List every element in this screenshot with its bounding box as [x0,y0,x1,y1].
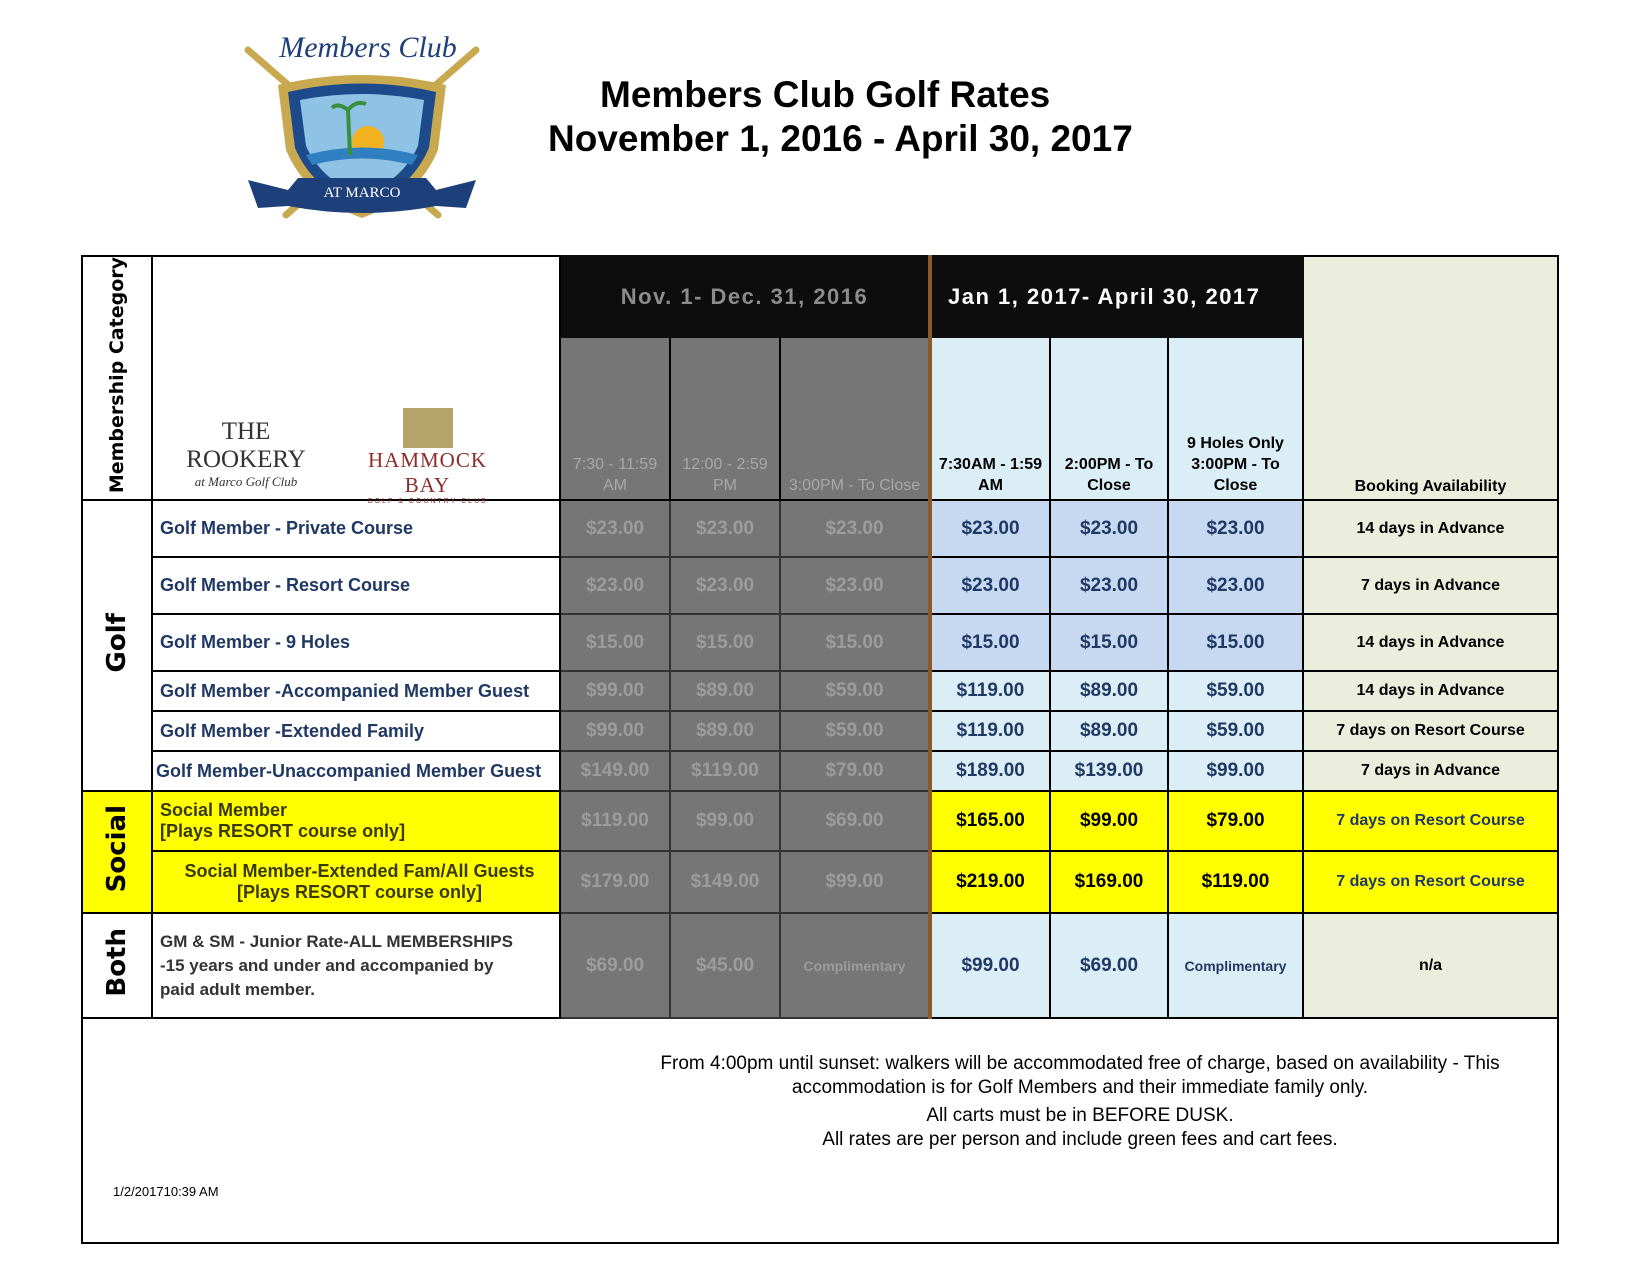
rate-cell: $89.00 [1050,671,1168,711]
row-desc: Golf Member - 9 Holes [152,614,560,671]
row-desc: Golf Member-Unaccompanied Member Guest [152,751,560,791]
row-desc-line2: [Plays RESORT course only] [160,821,406,842]
period2-header: Jan 1, 2017- April 30, 2017 [930,256,1303,337]
period1-col-1: 7:30 - 11:59 AM [560,337,670,500]
note-line: All carts must be in BEFORE DUSK. [926,1105,1234,1127]
rate-cell: $15.00 [930,614,1050,671]
table-row [82,614,1558,671]
period2-col-3: 9 Holes Only 3:00PM - To Close [1168,337,1303,500]
rate-cell: $23.00 [1050,500,1168,557]
table-row [82,557,1558,614]
category-header: Membership Category [105,257,128,494]
period2-col-1: 7:30AM - 1:59 AM [930,337,1050,500]
rate-cell: $23.00 [670,557,780,614]
table-row [82,711,1558,751]
group-golf-cell [82,500,152,791]
rate-cell: $99.00 [1168,751,1303,791]
row-desc: Golf Member -Extended Family [152,711,560,751]
booking-cell: 7 days in Advance [1303,751,1558,791]
rate-cell: $119.00 [670,751,780,791]
svg-text:AT MARCO: AT MARCO [323,185,401,201]
period1-header: Nov. 1- Dec. 31, 2016 [560,256,930,337]
rate-cell: $119.00 [1168,851,1303,913]
rate-cell: $99.00 [1050,791,1168,851]
notes-cell [82,1018,1558,1243]
rate-cell: $15.00 [1168,614,1303,671]
rate-cell: $15.00 [560,614,670,671]
period1-col-3: 3:00PM - To Close [780,337,930,500]
rate-cell: $15.00 [1050,614,1168,671]
rate-cell: $89.00 [670,671,780,711]
rate-cell: $79.00 [1168,791,1303,851]
rate-cell: $23.00 [1168,500,1303,557]
row-desc: GM & SM - Junior Rate-ALL MEMBERSHIPS -15 years and under and accompanied by paid adult member. [152,913,560,1018]
rate-cell: $119.00 [930,671,1050,711]
rate-cell: $139.00 [1050,751,1168,791]
rate-cell: $59.00 [780,671,930,711]
rate-cell: $99.00 [670,791,780,851]
row-desc: Golf Member - Resort Course [152,557,560,614]
booking-cell: 14 days in Advance [1303,614,1558,671]
booking-header: Booking Availability [1303,256,1558,500]
rate-cell: $189.00 [930,751,1050,791]
table-row [82,751,1558,791]
rate-cell: $15.00 [670,614,780,671]
rate-cell: $23.00 [930,500,1050,557]
rate-cell: $23.00 [670,500,780,557]
note-line: From 4:00pm until sunset: walkers will be accommodated free of charge, based on availability - This [660,1053,1500,1075]
rate-cell: $69.00 [1050,913,1168,1018]
rate-cell: $59.00 [1168,711,1303,751]
rate-cell: $23.00 [1050,557,1168,614]
rate-cell: $69.00 [560,913,670,1018]
row-desc-line1: Social Member-Extended Fam/All Guests [184,861,535,882]
rate-cell: $179.00 [560,851,670,913]
note-line: accommodation is for Golf Members and their immediate family only. [791,1077,1369,1099]
rate-cell: $165.00 [930,791,1050,851]
rate-cell: $119.00 [930,711,1050,751]
booking-cell: 7 days on Resort Course [1303,711,1558,751]
notes [83,1019,1557,1152]
table-row [82,791,1558,851]
rates-table [81,255,1559,1244]
rate-cell: $169.00 [1050,851,1168,913]
rookery-logo: THE ROOKERY at Marco Golf Club [186,418,306,490]
course-logos-cell [152,256,560,506]
booking-cell: 7 days on Resort Course [1303,791,1558,851]
row-desc [152,791,560,851]
rate-cell: $99.00 [780,851,930,913]
members-club-logo [228,30,496,230]
rate-cell: $59.00 [780,711,930,751]
booking-cell: 7 days in Advance [1303,557,1558,614]
print-timestamp: 1/2/201710:39 AM [113,1184,219,1199]
row-desc: Golf Member -Accompanied Member Guest [152,671,560,711]
rate-cell: $23.00 [780,500,930,557]
rate-cell: $69.00 [780,791,930,851]
page-title: Members Club Golf Rates [600,74,1051,115]
table-row [82,500,1558,557]
booking-cell: 14 days in Advance [1303,671,1558,711]
rate-cell: Complimentary [1168,913,1303,1018]
rate-cell: $149.00 [670,851,780,913]
rate-cell: Complimentary [780,913,930,1018]
rate-cell: $23.00 [930,557,1050,614]
rate-cell: $23.00 [780,557,930,614]
palm-icon [403,408,453,448]
booking-cell: 14 days in Advance [1303,500,1558,557]
page-subtitle: November 1, 2016 - April 30, 2017 [548,118,1133,159]
rate-cell: $99.00 [560,711,670,751]
table-row [82,851,1558,913]
rate-cell: $79.00 [780,751,930,791]
table-row [82,671,1558,711]
rate-cell: $59.00 [1168,671,1303,711]
category-header-cell [82,256,152,500]
period2-col-2: 2:00PM - To Close [1050,337,1168,500]
rate-cell: $89.00 [1050,711,1168,751]
rate-cell: $45.00 [670,913,780,1018]
rate-cell: $89.00 [670,711,780,751]
group-golf-label: Golf [102,612,132,673]
row-desc: Golf Member - Private Course [152,500,560,557]
crest-icon [228,30,496,230]
rate-cell: $15.00 [780,614,930,671]
period1-col-2: 12:00 - 2:59 PM [670,337,780,500]
rate-cell: $99.00 [930,913,1050,1018]
table-row [82,913,1558,1018]
rate-cell: $23.00 [560,500,670,557]
rate-cell: $219.00 [930,851,1050,913]
row-desc-line2: [Plays RESORT course only] [236,882,483,903]
svg-text:Members Club: Members Club [279,31,457,64]
group-social-cell [82,791,152,913]
group-social-label: Social [102,805,132,893]
rate-cell: $99.00 [560,671,670,711]
rate-cell: $23.00 [1168,557,1303,614]
booking-cell: 7 days on Resort Course [1303,851,1558,913]
booking-cell: n/a [1303,913,1558,1018]
group-both-label: Both [102,928,132,997]
row-desc-line1: Social Member [160,800,288,821]
group-both-cell [82,913,152,1018]
note-line: All rates are per person and include green fees and cart fees. [822,1129,1338,1151]
hammock-bay-logo: HAMMOCK BAY GOLF & COUNTRY CLUB [345,408,510,505]
row-desc [152,851,560,913]
rate-cell: $119.00 [560,791,670,851]
rate-cell: $23.00 [560,557,670,614]
rate-cell: $149.00 [560,751,670,791]
